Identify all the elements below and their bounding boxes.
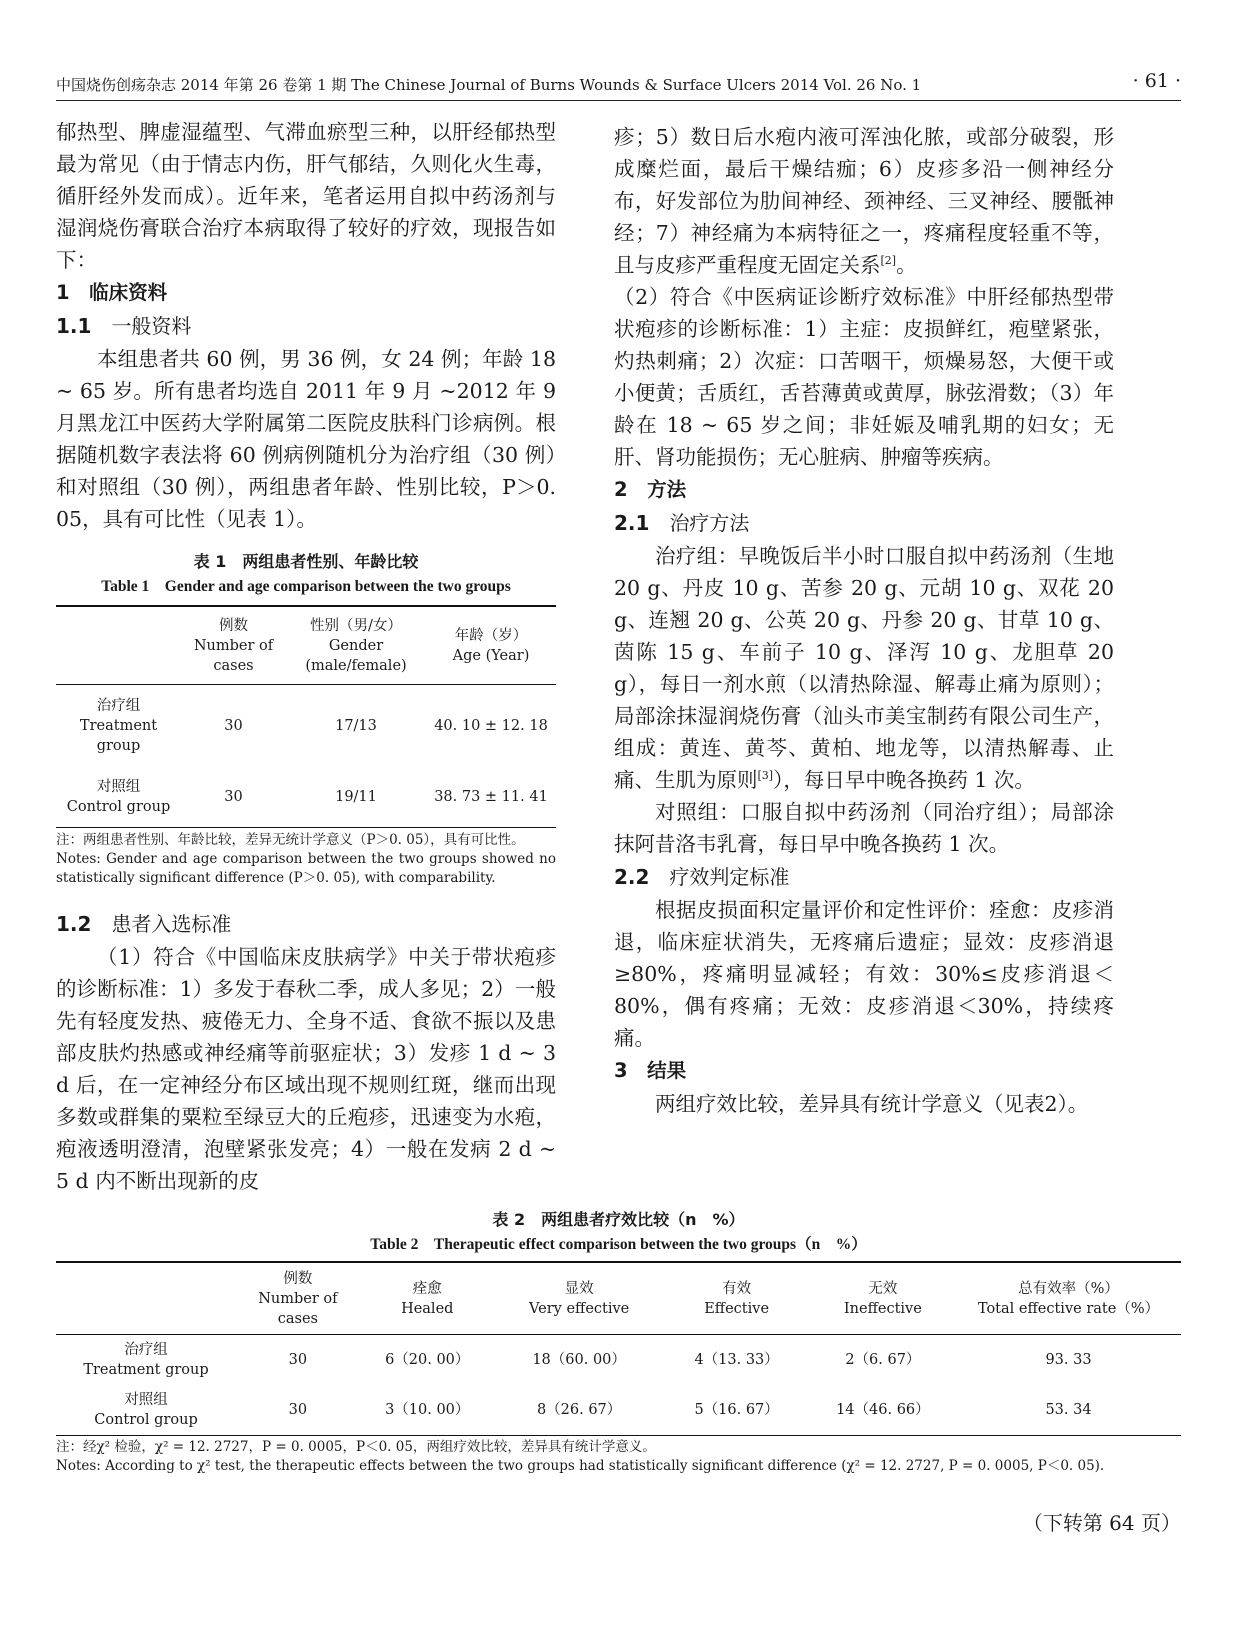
table-1-caption-cn: 表 1 两组患者性别、年龄比较	[193, 552, 419, 571]
general-data-paragraph: 本组患者共 60 例，男 36 例，女 24 例；年龄 18 ~ 65 岁。所有患者均选自 2011 年 9 月 ~2012 年 9 月黑龙江中医药大学附属第二医院皮肤科门诊病例。根据随机数字表法将 60 例病例随机分为治疗组（30 例）和对照组（30 例），两组患者年龄、性别比较，P＞0. 05，具有可比性（见表 1）。	[56, 347, 556, 531]
column-header: 有效 Effective	[664, 1262, 810, 1335]
treatment-group-paragraph: 治疗组：早晚饭后半小时口服自拟中药汤剂（生地 20 g、丹皮 10 g、苦参 20 g、元胡 10 g、双花 20 g、连翘 20 g、公英 20 g、丹参 20 g、甘草 10 g、茵陈 15 g、车前子 10 g、泽泻 10 g、龙胆草 20 g），每日一剂水煎（以清热除湿、解毒止痛为原则）；局部涂抹湿润烧伤膏（汕头市美宝制药有限公司生产，组成：黄连、黄芩、黄柏、地龙等，以清热解毒、止痛、生肌为原则[3]），每日早中晚各换药 1 次。	[614, 544, 1114, 792]
column-header: 例数 Number of cases	[181, 606, 286, 685]
column-header: 总有效率（%） Total effective rate（%）	[956, 1262, 1181, 1335]
column-header: 性别（男/女） Gender (male/female)	[286, 606, 426, 685]
column-header: 无效 Ineffective	[810, 1262, 956, 1335]
table-cell: 17/13	[335, 718, 377, 734]
table-cell: 14（46. 66）	[836, 1402, 930, 1418]
intro-paragraph: 郁热型、脾虚湿蕴型、气滞血瘀型三种，以肝经郁热型最为常见（由于情志内伤，肝气郁结，久则化火生毒，循肝经外发而成）。近年来，笔者运用自拟中药汤剂与湿润烧伤膏联合治疗本病取得了较好的疗效，现报告如下：	[56, 120, 556, 272]
row-label: 对照组 Control group	[66, 779, 171, 815]
table-row	[56, 1385, 1181, 1436]
page-number: · 61 ·	[1132, 70, 1181, 92]
subsection-title: 患者入选标准	[111, 912, 232, 936]
table-row	[56, 766, 556, 828]
criteria-continued-paragraph: 疹；5）数日后水疱内液可浑浊化脓，或部分破裂，形成糜烂面，最后干燥结痂；6）皮疹多沿一侧神经分布，好发部位为肋间神经、颈神经、三叉神经、腰骶神经；7）神经痛为本病特征之一，疼痛程度轻重不等，且与皮疹严重程度无固定关系[2]。	[614, 125, 1114, 277]
table-cell: 30	[288, 1352, 308, 1368]
table-cell: 53. 34	[1045, 1402, 1092, 1418]
table-cell: 19/11	[335, 789, 377, 805]
continued-on-page: （下转第 64 页）	[1022, 1511, 1181, 1535]
subsection-1-2-heading	[56, 908, 556, 940]
table-cell: 30	[224, 789, 243, 805]
control-group-paragraph: 对照组：口服自拟中药汤剂（同治疗组）；局部涂抹阿昔洛韦乳膏，每日早中晚各换药 1 次。	[614, 800, 1114, 856]
table-row	[56, 1335, 1181, 1386]
table-2	[56, 1207, 1181, 1476]
subsection-2-2-heading	[614, 861, 1114, 893]
table-cell: 18（60. 00）	[532, 1352, 626, 1368]
subsection-title: 疗效判定标准	[669, 865, 790, 889]
table-cell: 40. 10 ± 12. 18	[434, 718, 548, 734]
table-cell: 3（10. 00）	[385, 1402, 470, 1418]
table-2-caption-cn: 表 2 两组患者疗效比较（n %）	[492, 1210, 745, 1229]
column-header: 显效 Very effective	[495, 1262, 664, 1335]
table-header-row	[56, 1262, 1181, 1335]
subsection-title: 一般资料	[111, 314, 192, 338]
criteria-paragraph: （1）符合《中国临床皮肤病学》中关于带状疱疹的诊断标准：1）多发于春秋二季，成人多见；2）一般先有轻度发热、疲倦无力、全身不适、食欲不振以及患部皮肤灼热感或神经痛等前驱症状；3）发疹 1 d ~ 3 d 后，在一定神经分布区域出现不规则红斑，继而出现多数或群集的粟粒至绿豆大的丘疱疹，迅速变为水疱，疱液透明澄清，泡壁紧张发亮；4）一般在发病 2 d ~ 5 d 内不断出现新的皮	[56, 945, 556, 1193]
section-2-heading: 2 方法	[614, 478, 687, 501]
right-column	[614, 121, 1114, 1120]
table-cell: 8（26. 67）	[536, 1402, 622, 1418]
column-header	[56, 606, 181, 685]
table-1-note-cn: 注：两组患者性别、年龄比较，差异无统计学意义（P＞0. 05），具有可比性。	[56, 832, 525, 848]
journal-title: 中国烧伤创疡杂志 2014 年第 26 卷第 1 期 The Chinese Journal of Burns Wounds & Surface Ulcers 2014 Vol. 26 No. 1	[56, 76, 922, 94]
results-paragraph: 两组疗效比较，差异具有统计学意义（见表2）。	[655, 1092, 1089, 1116]
subsection-2-1-heading	[614, 507, 1114, 539]
subsection-number: 1.2	[56, 912, 92, 936]
table-cell: 30	[224, 718, 243, 734]
subsection-number: 1.1	[56, 314, 92, 338]
table-1-grid	[56, 605, 556, 828]
subsection-1-1-heading	[56, 310, 556, 342]
running-header	[56, 70, 1181, 101]
efficacy-criteria-paragraph: 根据皮损面积定量评价和定性评价：痊愈：皮疹消退，临床症状消失，无疼痛后遗症；显效：皮疹消退≥80%，疼痛明显减轻；有效：30%≤皮疹消退＜80%，偶有疼痛；无效：皮疹消退＜30%，持续疼痛。	[614, 898, 1114, 1050]
section-1-heading: 1 临床资料	[56, 281, 168, 304]
table-cell: 4（13. 33）	[694, 1352, 779, 1368]
table-cell: 5（16. 67）	[694, 1402, 779, 1418]
subsection-title: 治疗方法	[669, 511, 750, 535]
table-2-caption-en: Table 2 Therapeutic effect comparison between the two groups（n %）	[370, 1236, 867, 1253]
citation-ref: [2]	[880, 254, 897, 268]
tcm-criteria-paragraph: （2）符合《中医病证诊断疗效标准》中肝经郁热型带状疱疹的诊断标准：1）主症：皮损鲜红，疱壁紧张，灼热刺痛；2）次症：口苦咽干，烦燥易怒，大便干或小便黄；舌质红，舌苔薄黄或黄厚，脉弦滑数；（3）年龄在 18 ~ 65 岁之间；非妊娠及哺乳期的妇女；无肝、肾功能损伤；无心脏病、肿瘤等疾病。	[614, 285, 1114, 469]
row-label: 治疗组 Treatment group	[79, 698, 158, 754]
left-column	[56, 116, 556, 1197]
row-label: 治疗组 Treatment group	[83, 1342, 209, 1378]
table-2-note-en: Notes: According to χ² test, the therapeutic effects between the two groups had statistically significant difference (χ² = 12. 2727, P = 0. 0005, P＜0. 05).	[56, 1458, 1105, 1474]
table-1	[56, 549, 556, 888]
section-3-heading: 3 结果	[614, 1059, 687, 1082]
subsection-number: 2.1	[614, 511, 650, 535]
column-header: 例数 Number of cases	[236, 1262, 360, 1335]
table-cell: 93. 33	[1045, 1352, 1092, 1368]
table-1-note-en: Notes: Gender and age comparison between the two groups showed no statistically significant difference (P＞0. 05), with comparability.	[56, 851, 556, 886]
table-cell: 38. 73 ± 11. 41	[434, 789, 548, 805]
column-header	[56, 1262, 236, 1335]
subsection-number: 2.2	[614, 865, 650, 889]
table-2-grid	[56, 1261, 1181, 1436]
table-1-caption-en: Table 1 Gender and age comparison between the two groups	[101, 578, 511, 595]
column-header: 年龄（岁） Age (Year)	[426, 606, 556, 685]
table-cell: 30	[288, 1402, 308, 1418]
citation-ref: [3]	[757, 769, 774, 783]
table-cell: 6（20. 00）	[385, 1352, 470, 1368]
table-row	[56, 685, 556, 767]
table-header-row	[56, 606, 556, 685]
table-2-note-cn: 注：经χ² 检验，χ² = 12. 2727，P = 0. 0005，P＜0. 05，两组疗效比较，差异具有统计学意义。	[56, 1439, 656, 1455]
row-label: 对照组 Control group	[94, 1392, 198, 1428]
table-cell: 2（6. 67）	[845, 1352, 921, 1368]
column-header: 痊愈 Healed	[360, 1262, 495, 1335]
